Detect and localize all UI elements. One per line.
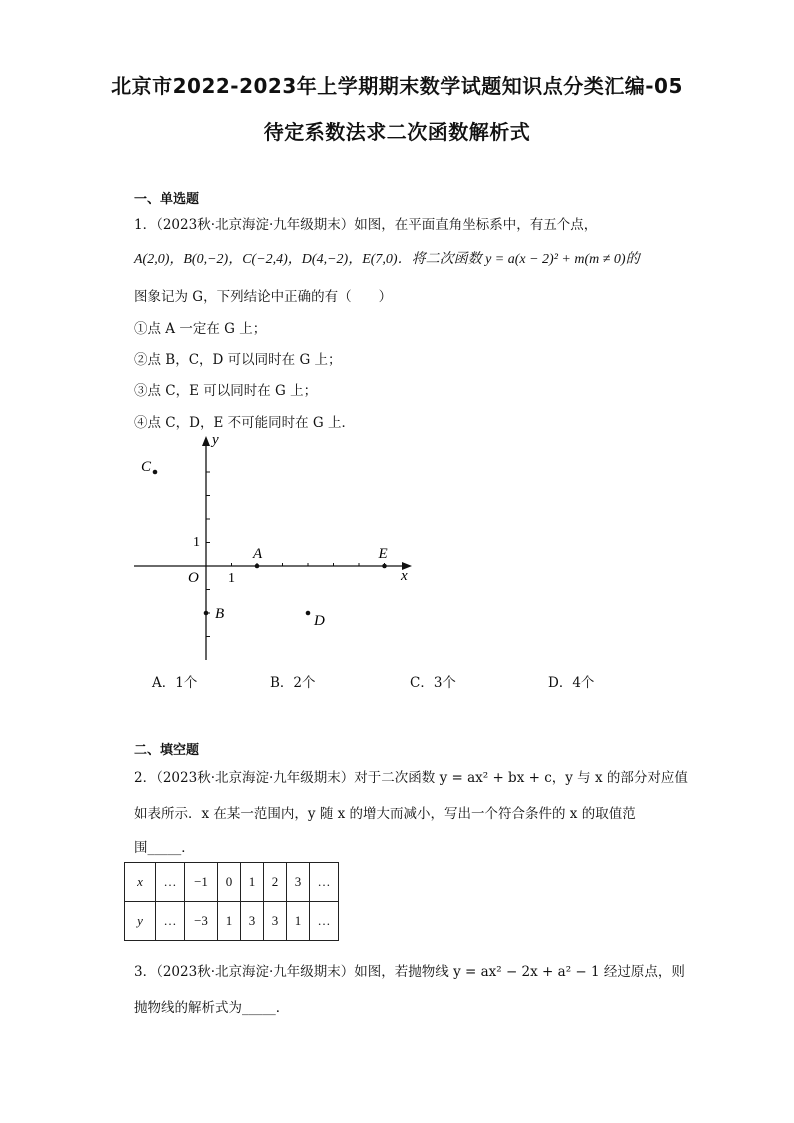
point-label-e: E xyxy=(378,546,388,562)
table-cell: 1 xyxy=(287,902,310,941)
y-axis-arrow-icon xyxy=(202,436,210,446)
q2-stem-line2: 如表所示．x 在某一范围内，y 随 x 的增大而减小，写出一个符合条件的 x 的取值范 xyxy=(134,806,636,822)
point-label-d: D xyxy=(314,613,325,629)
x-unit-label: 1 xyxy=(228,571,235,586)
table-cell: … xyxy=(310,863,339,902)
table-cell: 1 xyxy=(241,863,264,902)
table-cell: … xyxy=(156,902,185,941)
document-title-line2: 待定系数法求二次函数解析式 xyxy=(263,120,531,144)
table-row-x xyxy=(125,863,339,902)
table-cell: −3 xyxy=(185,902,218,941)
table-cell: x xyxy=(125,863,156,902)
table-cell: 1 xyxy=(218,902,241,941)
q2-stem-line3: 围_____． xyxy=(134,840,195,856)
point-e xyxy=(382,564,387,569)
table-row-y xyxy=(125,902,339,941)
q1-stem-line3: 图象记为 G，下列结论中正确的有（ ） xyxy=(134,289,393,305)
table-cell: 0 xyxy=(218,863,241,902)
point-label-a: A xyxy=(253,546,263,562)
point-b xyxy=(204,611,209,616)
table-cell: 3 xyxy=(241,902,264,941)
point-label-b: B xyxy=(215,606,225,622)
point-d xyxy=(306,611,311,616)
origin-label: O xyxy=(188,570,199,586)
table-cell: … xyxy=(310,902,339,941)
coordinate-graph xyxy=(130,430,420,665)
section-heading-single-choice: 一、单选题 xyxy=(134,192,200,207)
x-axis-label: x xyxy=(401,568,408,584)
q1-stem-line2: A(2,0)，B(0,−2)，C(−2,4)，D(4,−2)，E(7,0)．将二次函数 y = a(x − 2)² + m(m ≠ 0)的 xyxy=(134,252,640,267)
point-a xyxy=(255,564,260,569)
q1-statement-2: ②点 B，C，D 可以同时在 G 上； xyxy=(134,352,342,368)
y-axis-label: y xyxy=(212,432,219,448)
table-cell: y xyxy=(125,902,156,941)
table-cell: 2 xyxy=(264,863,287,902)
q1-stem-line1: 1．（2023秋·北京海淀·九年级期末）如图，在平面直角坐标系中，有五个点， xyxy=(134,217,598,233)
q1-statement-1: ①点 A 一定在 G 上； xyxy=(134,321,267,337)
point-label-c: C xyxy=(141,459,152,475)
table-cell: 3 xyxy=(287,863,310,902)
table-cell: … xyxy=(156,863,185,902)
q1-statement-4: ④点 C，D，E 不可能同时在 G 上． xyxy=(134,415,355,431)
table-cell: −1 xyxy=(185,863,218,902)
q2-stem-line1: 2．（2023秋·北京海淀·九年级期末）对于二次函数 y = ax² + bx + c，y 与 x 的部分对应值 xyxy=(134,770,688,786)
y-unit-label: 1 xyxy=(193,535,200,550)
q3-stem-line2: 抛物线的解析式为_____． xyxy=(134,1000,290,1016)
q3-stem-line1: 3．（2023秋·北京海淀·九年级期末）如图，若抛物线 y = ax² − 2x + a² − 1 经过原点，则 xyxy=(134,964,685,980)
q1-choice-b[interactable]: B．2个 xyxy=(270,675,316,691)
q1-choice-c[interactable]: C．3个 xyxy=(410,675,456,691)
section-heading-fill-blank: 二、填空题 xyxy=(134,743,200,758)
q1-statement-3: ③点 C，E 可以同时在 G 上； xyxy=(134,383,318,399)
document-title-line1: 北京市2022-2023年上学期期末数学试题知识点分类汇编-05 xyxy=(111,74,683,98)
point-c xyxy=(153,470,158,475)
table-cell: 3 xyxy=(264,902,287,941)
value-table xyxy=(124,862,339,941)
q1-choice-d[interactable]: D．4个 xyxy=(548,675,595,691)
q1-choice-a[interactable]: A．1个 xyxy=(152,675,198,691)
